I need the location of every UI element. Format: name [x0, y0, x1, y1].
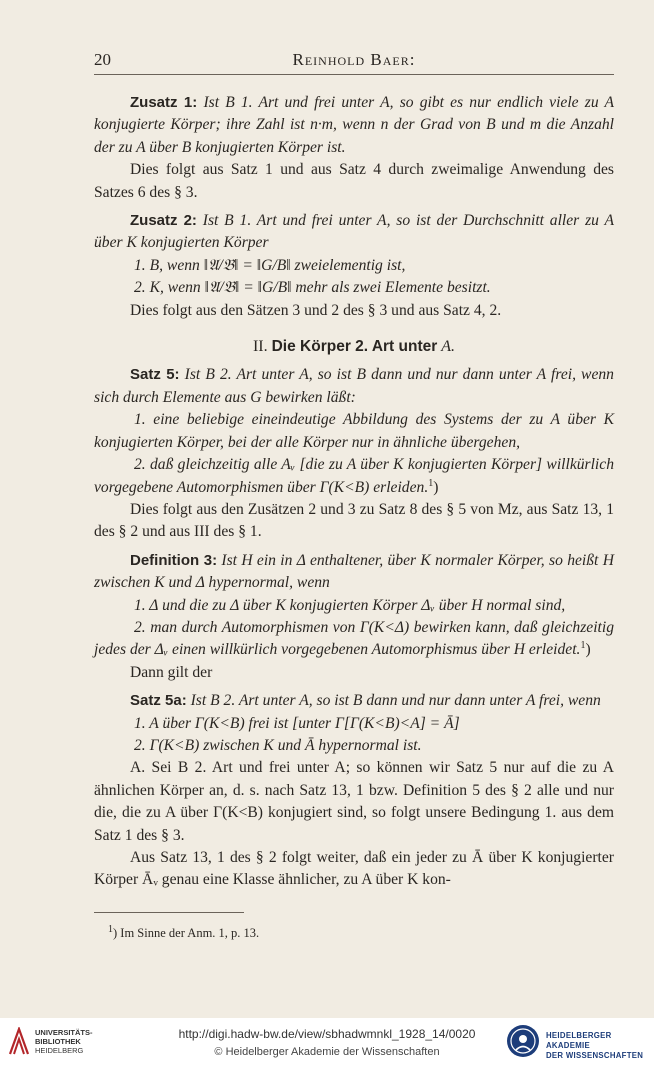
running-head-author: Reinhold Baer:: [292, 50, 416, 69]
library-line-1: UNIVERSITÄTS-: [35, 1028, 93, 1037]
zusatz-2-item-2: 2. K, wenn ‖𝔄/𝔅‖ = ‖G/B‖ mehr als zwei Elemente besitzt.: [134, 279, 491, 297]
definition-3: [94, 550, 614, 595]
viewer-footer: [0, 1018, 654, 1067]
satz-5-item-2: 2. daß gleichzeitig alle Aᵥ [die zu A über K konjugierten Körper] willkürlich vorgegebene Automorphismen über Γ(K<B) erleiden.$^1$): [94, 456, 614, 496]
page-header: [94, 50, 614, 72]
zusatz-2-proof: Dies folgt aus den Sätzen 3 und 2 des § 3 und aus Satz 4, 2.: [130, 301, 502, 319]
definition-3-item-2-text: 2. man durch Automorphismen von Γ(K<Δ) bewirken kann, daß gleichzeitig jedes der Δᵥ einen willkürlich vorgegebenen Automorphismus über H erleidet.: [94, 618, 614, 659]
footnote-mark: 1: [108, 923, 113, 935]
zusatz-2-label: Zusatz 2:: [130, 212, 197, 230]
academy-line-2: DER WISSENSCHAFTEN: [546, 1051, 644, 1060]
section-heading: [94, 336, 614, 358]
definition-3-item-1: 1. Δ und die zu Δ über K konjugierten Körper Δᵥ über H normal sind,: [134, 596, 566, 614]
academy-seal-icon: [506, 1024, 540, 1058]
academy-line-1: HEIDELBERGER AKADEMIE: [546, 1031, 612, 1050]
page-number: 20: [94, 50, 111, 69]
library-line-2: BIBLIOTHEK: [35, 1037, 81, 1046]
page-body: [94, 92, 614, 892]
satz-5-label: Satz 5:: [130, 366, 180, 384]
zusatz-1-label: Zusatz 1:: [130, 94, 198, 111]
satz-5a-item-1: 1. A über Γ(K<B) frei ist [unter Γ[Γ(K<B)<A] = Ā]: [134, 714, 460, 732]
library-line-3: HEIDELBERG: [35, 1046, 84, 1055]
zusatz-1-proof: Dies folgt aus Satz 1 und aus Satz 4 durch zweimalige Anwendung des Satzes 6 des § 3.: [94, 161, 614, 201]
zusatz-2: [94, 210, 614, 255]
proof-part-a: A. Sei B 2. Art und frei unter A; so können wir Satz 5 nur auf die zu A ähnlichen Körper an, d. s. nach Satz 13, 1 bzw. Definition 5 des § 2 alle und nur die, die zu A über Γ(K<B) konjugiert sind, so folgt unsere Bedingung 1. aus dem Satz 1 des § 3.: [94, 759, 614, 844]
satz-5-item-2-text: 2. daß gleichzeitig alle Aᵥ [die zu A über K konjugierten Körper] willkürlich vorgegebene Automorphismen über Γ(K<B) erleiden.: [94, 456, 614, 496]
footnote-ref: 1: [580, 640, 586, 652]
satz-5a-label: Satz 5a:: [130, 692, 187, 710]
satz-5a-item-2: 2. Γ(K<B) zwischen K und Ā hypernormal ist.: [134, 736, 422, 754]
permalink-url[interactable]: http://digi.hadw-bw.de/view/sbhadwmnkl_1928_14/0020: [178, 1027, 476, 1041]
satz-5-item-1: 1. eine beliebige eineindeutige Abbildung des Systems der zu A über K konjugierten Körper, bei der alle Körper nur in ähnliche übergehen,: [94, 411, 614, 451]
transition-text: Dann gilt der: [130, 663, 213, 681]
satz-5-text: Ist B 2. Art unter A, so ist B dann und nur dann unter A frei, wenn sich durch Elemente aus G bewirken läßt:: [94, 366, 614, 406]
footnote: $^1$) Im Sinne der Anm. 1, p. 13.: [108, 923, 260, 940]
definition-3-text: Ist H ein in Δ enthaltener, über K normaler Körper, so heißt H zwischen K und Δ hypernormal, wenn: [94, 551, 614, 592]
copyright-notice: © Heidelberger Akademie der Wissenschaften: [214, 1046, 440, 1058]
zusatz-1: [94, 92, 614, 159]
section-variable: A.: [441, 338, 456, 356]
satz-5a: [94, 690, 614, 712]
definition-3-item-2: 2. man durch Automorphismen von Γ(K<Δ) bewirken kann, daß gleichzeitig jedes der Δᵥ einen willkürlich vorgegebenen Automorphismus über H erleidet.$^1$): [94, 618, 614, 659]
footnote-rule: [94, 912, 244, 913]
zusatz-2-text: Ist B 1. Art und frei unter A, so ist der Durchschnitt aller zu A über K konjugierten Körper: [94, 212, 614, 252]
footnote-text: Im Sinne der Anm. 1, p. 13.: [120, 926, 260, 940]
footnote-ref: 1: [428, 477, 434, 489]
satz-5: [94, 364, 614, 409]
definition-3-label: Definition 3:: [130, 551, 218, 569]
book-page: [94, 50, 615, 940]
zusatz-2-item-1: 1. B, wenn ‖𝔄/𝔅‖ = ‖G/B‖ zweielementig ist,: [134, 256, 406, 274]
section-number: II.: [252, 338, 268, 356]
academy-name: [546, 1031, 654, 1061]
proof-continuation: Aus Satz 13, 1 des § 2 folgt weiter, daß ein jeder zu Ā über K konjugierter Körper Āᵥ genau eine Klasse ähnlicher, zu A über K kon-: [94, 849, 614, 889]
section-title: Die Körper 2. Art unter: [271, 338, 438, 356]
header-rule: [94, 74, 614, 75]
zusatz-1-text: Ist B 1. Art und frei unter A, so gibt es nur endlich viele zu A konjugierte Körper; ihre Zahl ist n·m, wenn n der Grad von B und m die Anzahl der zu A über B konjugierten Körper ist.: [94, 94, 615, 156]
satz-5-proof: Dies folgt aus den Zusätzen 2 und 3 zu Satz 8 des § 5 von Mz, aus Satz 13, 1 des § 2 und aus III des § 1.: [94, 500, 614, 541]
satz-5a-text: Ist B 2. Art unter A, so ist B dann und nur dann unter A frei, wenn: [190, 692, 601, 710]
